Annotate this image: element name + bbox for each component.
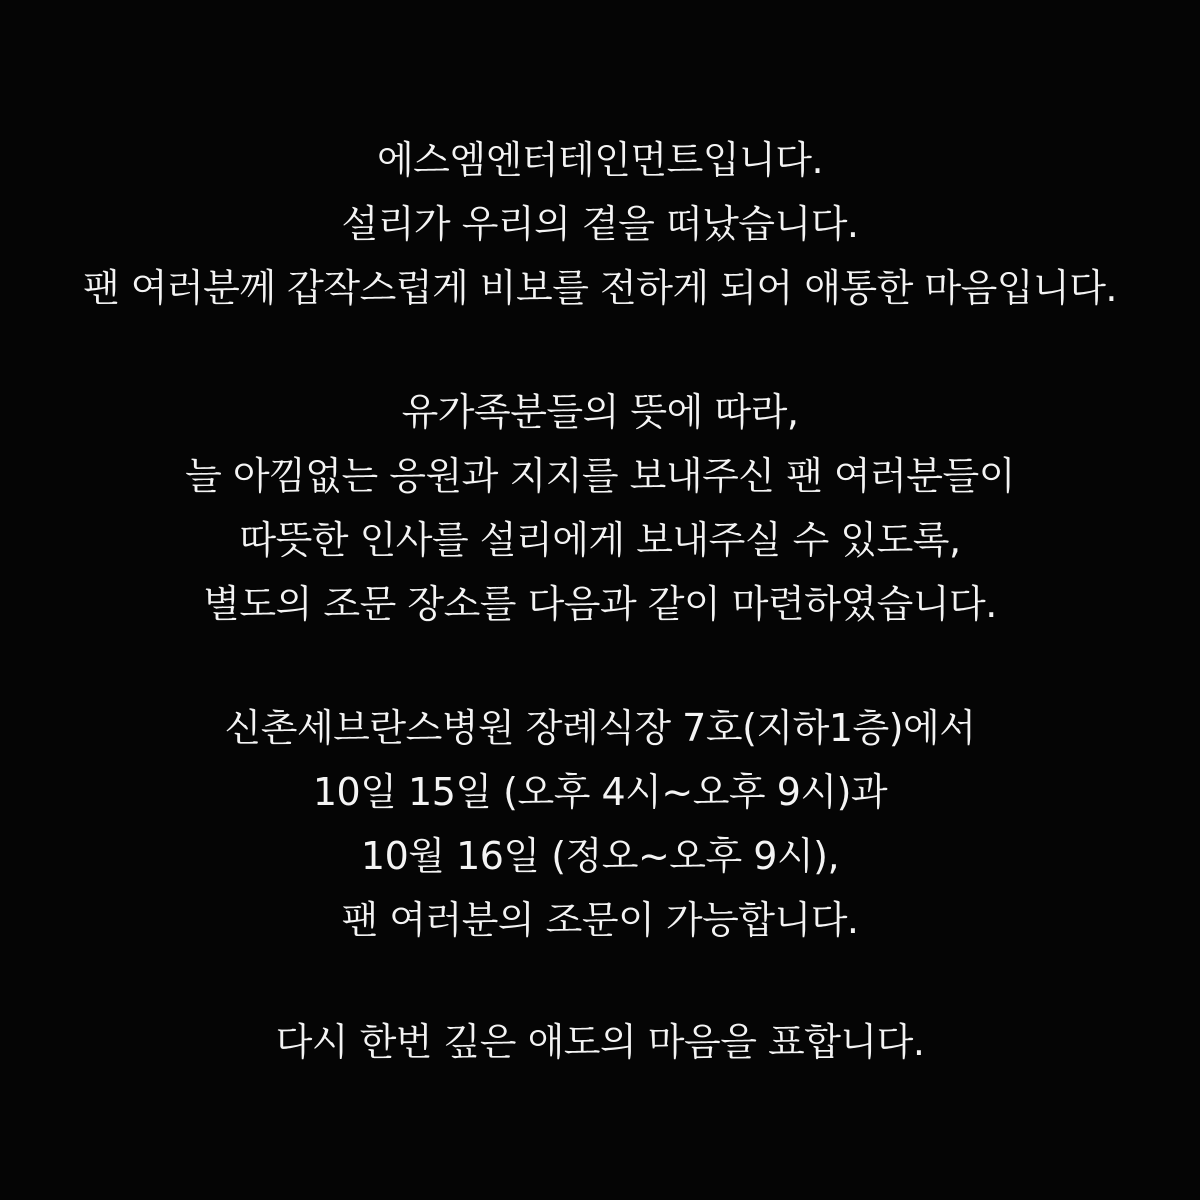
paragraph-funeral-info	[20, 696, 1180, 952]
statement-line: 다시 한번 깊은 애도의 마음을 표합니다.	[275, 1020, 925, 1064]
statement-line: 신촌세브란스병원 장례식장 7호(지하1층)에서	[224, 706, 976, 750]
paragraph-closing	[20, 1010, 1180, 1074]
paragraph-family-wishes	[20, 380, 1180, 636]
statement-line: 10월 16일 (정오~오후 9시),	[360, 834, 840, 878]
statement-line: 유가족분들의 뜻에 따라,	[401, 390, 799, 434]
statement-line: 따뜻한 인사를 설리에게 보내주실 수 있도록,	[239, 518, 961, 562]
paragraph-intro	[20, 128, 1180, 320]
statement-line: 팬 여러분의 조문이 가능합니다.	[341, 898, 859, 942]
statement-line: 에스엠엔터테인먼트입니다.	[376, 138, 824, 182]
statement-line: 늘 아낌없는 응원과 지지를 보내주신 팬 여러분들이	[185, 454, 1015, 498]
statement-line: 10일 15일 (오후 4시~오후 9시)과	[312, 770, 888, 814]
statement-line: 팬 여러분께 갑작스럽게 비보를 전하게 되어 애통한 마음입니다.	[82, 266, 1118, 310]
statement-line: 별도의 조문 장소를 다음과 같이 마련하였습니다.	[203, 582, 997, 626]
statement-line: 설리가 우리의 곁을 떠났습니다.	[341, 202, 859, 246]
